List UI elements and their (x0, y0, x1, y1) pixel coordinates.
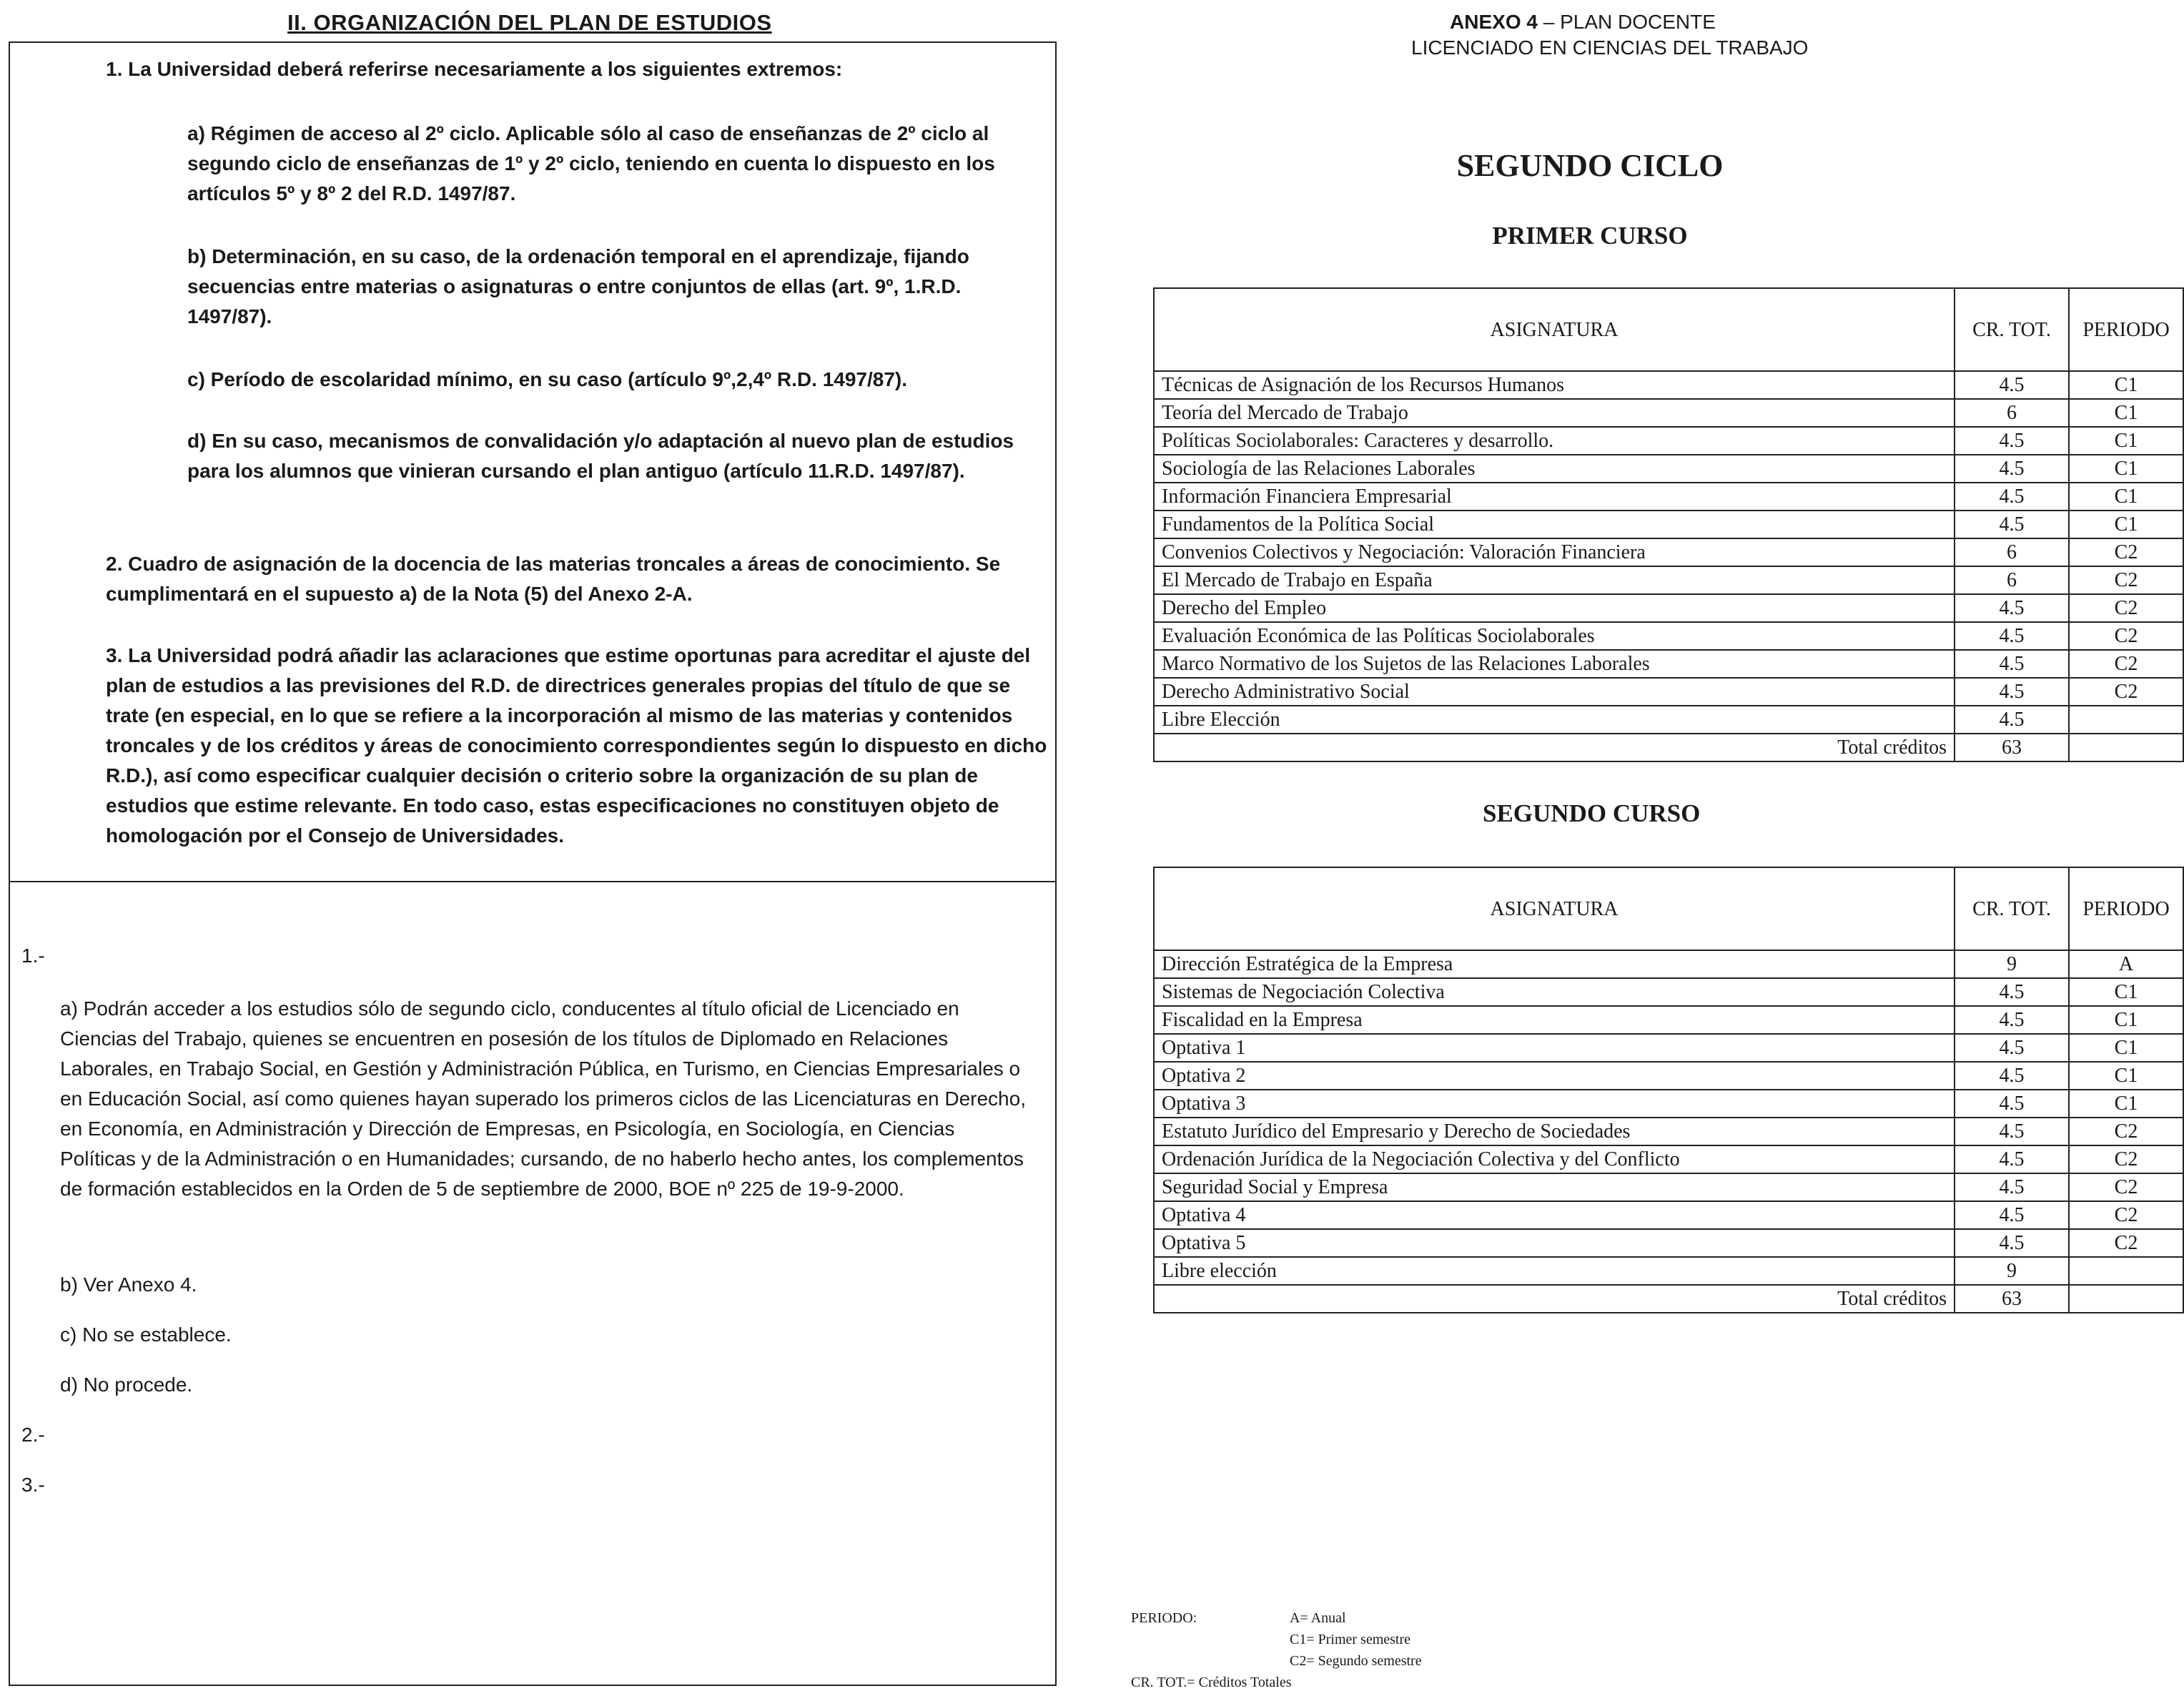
subject-cell: Dirección Estratégica de la Empresa (1154, 950, 1955, 978)
credits-cell: 4.5 (1955, 371, 2069, 399)
credits-cell: 4.5 (1955, 1118, 2069, 1145)
table-row (1154, 511, 2183, 538)
total-credits: 63 (1955, 1285, 2069, 1313)
legend-annual: A= Anual (1290, 1610, 1346, 1626)
credits-cell: 4.5 (1955, 1173, 2069, 1201)
subject-cell: Fiscalidad en la Empresa (1154, 1006, 1955, 1034)
response-number-2: 2.- (21, 1424, 45, 1446)
total-period-empty (2069, 1285, 2183, 1313)
period-cell: C1 (2069, 1062, 2183, 1090)
table-row (1154, 1118, 2183, 1145)
subject-cell: Estatuto Jurídico del Empresario y Derecho de Sociedades (1154, 1118, 1955, 1145)
response-number-1: 1.- (21, 945, 45, 967)
instruction-item-1: 1. La Universidad deberá referirse necesariamente a los siguientes extremos: (106, 58, 843, 80)
subject-cell: Optativa 4 (1154, 1201, 1955, 1229)
credits-cell: 4.5 (1955, 455, 2069, 483)
subject-cell: Información Financiera Empresarial (1154, 483, 1955, 511)
period-cell: C2 (2069, 594, 2183, 622)
legend-first-semester: C1= Primer semestre (1290, 1632, 1411, 1647)
credits-cell: 4.5 (1955, 706, 2069, 734)
header-period: PERIODO (2069, 288, 2183, 371)
period-cell: C1 (2069, 483, 2183, 511)
credits-cell: 4.5 (1955, 650, 2069, 678)
instruction-sub-c: c) Período de escolaridad mínimo, en su caso (artículo 9º,2,4º R.D. 1497/87). (187, 368, 908, 390)
legend-second-semester: C2= Segundo semestre (1290, 1653, 1422, 1669)
total-credits: 63 (1955, 734, 2069, 761)
instruction-item-2: 2. Cuadro de asignación de la docencia de las materias troncales a áreas de conocimiento. Se cumplimentará en el supuesto a) de la Nota (5) del Anexo 2-A. (106, 553, 1001, 605)
section-heading: II. ORGANIZACIÓN DEL PLAN DE ESTUDIOS (287, 10, 772, 35)
instruction-sub-b: b) Determinación, en su caso, de la ordenación temporal en el aprendizaje, fijando secuencias entre materias o asignaturas o entre conjuntos de ellas (art. 9º, 1.R.D. 1497/87). (187, 245, 969, 327)
period-cell: C2 (2069, 1173, 2183, 1201)
table-header-row (1154, 867, 2183, 950)
period-cell: C1 (2069, 978, 2183, 1006)
response-d: d) No procede. (60, 1374, 193, 1396)
period-cell: C1 (2069, 455, 2183, 483)
subject-cell: Políticas Sociolaborales: Caracteres y desarrollo. (1154, 427, 1955, 455)
subject-cell: Derecho Administrativo Social (1154, 678, 1955, 706)
subject-cell: Optativa 1 (1154, 1034, 1955, 1062)
period-cell: C2 (2069, 678, 2183, 706)
table-row (1154, 427, 2183, 455)
subject-cell: Seguridad Social y Empresa (1154, 1173, 1955, 1201)
credits-cell: 4.5 (1955, 678, 2069, 706)
credits-cell: 4.5 (1955, 1145, 2069, 1173)
subject-cell: Marco Normativo de los Sujetos de las Relaciones Laborales (1154, 650, 1955, 678)
table-row (1154, 399, 2183, 427)
table-row (1154, 1145, 2183, 1173)
period-cell: C1 (2069, 371, 2183, 399)
response-c: c) No se establece. (60, 1323, 232, 1346)
period-cell: C2 (2069, 1229, 2183, 1257)
response-a: a) Podrán acceder a los estudios sólo de segundo ciclo, conducentes al título oficial de Licenciado en Ciencias del Trabajo, quienes se encuentren en posesión de los títulos de Diplomado en Relaciones Laborales, en Trabajo Social, en Gestión y Administración Pública, en Turismo, en Ciencias Empresariales o en Educación Social, así como quienes hayan superado los primeros ciclos de las Licenciaturas en Derecho, en Economía, en Administración y Dirección de Empresas, en Psicología, en Sociología, en Ciencias Políticas y de la Administración o en Humanidades; cursando, de no haberlo hecho antes, los complementos de formación establecidos en la Orden de 5 de septiembre de 2000, BOE nº 225 de 19-9-2000. (60, 997, 1026, 1200)
period-cell: C2 (2069, 1201, 2183, 1229)
instruction-sub-d: d) En su caso, mecanismos de convalidación y/o adaptación al nuevo plan de estudios para los alumnos que vinieran cursando el plan antiguo (artículo 11.R.D. 1497/87). (187, 430, 1014, 482)
period-cell: C1 (2069, 511, 2183, 538)
degree-title: LICENCIADO EN CIENCIAS DEL TRABAJO (1411, 36, 1809, 59)
table-row (1154, 650, 2183, 678)
legend-credits: CR. TOT.= Créditos Totales (1131, 1675, 1292, 1690)
credits-cell: 9 (1955, 1257, 2069, 1285)
response-number-3: 3.- (21, 1474, 45, 1496)
subject-cell: Teoría del Mercado de Trabajo (1154, 399, 1955, 427)
period-cell: C2 (2069, 1118, 2183, 1145)
subject-cell: Libre elección (1154, 1257, 1955, 1285)
period-cell (2069, 1257, 2183, 1285)
instruction-item-3: 3. La Universidad podrá añadir las aclaraciones que estime oportunas para acreditar el ajuste del plan de estudios a las previsiones del R.D. de directrices generales propias del título de que se trate (en especial, en lo que se refiere a la incorporación al mismo de las materias y contenidos troncales y de los créditos y áreas de conocimiento correspondientes según lo dispuesto en dicho R.D.), así como especificar cualquier decisión o criterio sobre la organización de su plan de estudios que estime relevante. En todo caso, estas especificaciones no constituyen objeto de homologación por el Consejo de Universidades. (106, 644, 1047, 847)
response-b: b) Ver Anexo 4. (60, 1273, 197, 1296)
annex-subtitle: – PLAN DOCENTE (1537, 11, 1716, 33)
header-subject: ASIGNATURA (1154, 867, 1955, 950)
subject-cell: Técnicas de Asignación de los Recursos Humanos (1154, 371, 1955, 399)
period-cell: C2 (2069, 566, 2183, 594)
period-cell: C2 (2069, 622, 2183, 650)
credits-cell: 4.5 (1955, 594, 2069, 622)
period-cell: C1 (2069, 427, 2183, 455)
period-cell: C1 (2069, 1006, 2183, 1034)
credits-cell: 9 (1955, 950, 2069, 978)
course-2-table (1153, 867, 2184, 1313)
table-row (1154, 538, 2183, 566)
header-credits: CR. TOT. (1955, 288, 2069, 371)
table-total-row (1154, 734, 2183, 761)
period-cell: C2 (2069, 538, 2183, 566)
credits-cell: 4.5 (1955, 1201, 2069, 1229)
cycle-title: SEGUNDO CICLO (1456, 148, 1724, 183)
total-label: Total créditos (1154, 734, 1955, 761)
table-row (1154, 566, 2183, 594)
table-row (1154, 978, 2183, 1006)
subject-cell: El Mercado de Trabajo en España (1154, 566, 1955, 594)
subject-cell: Libre Elección (1154, 706, 1955, 734)
table-row (1154, 1090, 2183, 1118)
table-row (1154, 1173, 2183, 1201)
table-row (1154, 371, 2183, 399)
table-header-row (1154, 288, 2183, 371)
subject-cell: Fundamentos de la Política Social (1154, 511, 1955, 538)
table-row (1154, 1257, 2183, 1285)
subject-cell: Optativa 5 (1154, 1229, 1955, 1257)
table-row (1154, 706, 2183, 734)
period-cell: A (2069, 950, 2183, 978)
header-credits: CR. TOT. (1955, 867, 2069, 950)
credits-cell: 4.5 (1955, 1229, 2069, 1257)
period-cell: C1 (2069, 1090, 2183, 1118)
credits-cell: 4.5 (1955, 483, 2069, 511)
course-2-title: SEGUNDO CURSO (1483, 799, 1701, 827)
table-row (1154, 950, 2183, 978)
credits-cell: 4.5 (1955, 511, 2069, 538)
credits-cell: 4.5 (1955, 1006, 2069, 1034)
credits-cell: 4.5 (1955, 978, 2069, 1006)
credits-cell: 4.5 (1955, 1034, 2069, 1062)
total-period-empty (2069, 734, 2183, 761)
credits-cell: 4.5 (1955, 427, 2069, 455)
annex-title (1440, 10, 1726, 34)
instructions-frame (9, 41, 1057, 1686)
period-cell: C2 (2069, 1145, 2183, 1173)
course-1-table (1153, 287, 2184, 762)
course-1-title: PRIMER CURSO (1492, 222, 1688, 250)
credits-cell: 4.5 (1955, 1062, 2069, 1090)
header-period: PERIODO (2069, 867, 2183, 950)
subject-cell: Convenios Colectivos y Negociación: Valoración Financiera (1154, 538, 1955, 566)
table-row (1154, 1062, 2183, 1090)
subject-cell: Optativa 3 (1154, 1090, 1955, 1118)
total-label: Total créditos (1154, 1285, 1955, 1313)
table-row (1154, 455, 2183, 483)
period-cell: C1 (2069, 1034, 2183, 1062)
instruction-sub-a: a) Régimen de acceso al 2º ciclo. Aplicable sólo al caso de enseñanzas de 2º ciclo al segundo ciclo de enseñanzas de 1º y 2º ciclo, teniendo en cuenta lo dispuesto en los artículos 5º y 8º 2 del R.D. 1497/87. (187, 122, 995, 204)
legend-period-label: PERIODO: (1131, 1610, 1197, 1626)
table-row (1154, 1034, 2183, 1062)
table-row (1154, 1006, 2183, 1034)
header-subject: ASIGNATURA (1154, 288, 1955, 371)
credits-cell: 4.5 (1955, 1090, 2069, 1118)
subject-cell: Sociología de las Relaciones Laborales (1154, 455, 1955, 483)
credits-cell: 4.5 (1955, 622, 2069, 650)
table-row (1154, 594, 2183, 622)
credits-cell: 6 (1955, 399, 2069, 427)
table-row (1154, 1201, 2183, 1229)
subject-cell: Ordenación Jurídica de la Negociación Colectiva y del Conflicto (1154, 1145, 1955, 1173)
subject-cell: Derecho del Empleo (1154, 594, 1955, 622)
period-cell (2069, 706, 2183, 734)
subject-cell: Evaluación Económica de las Políticas Sociolaborales (1154, 622, 1955, 650)
period-cell: C2 (2069, 650, 2183, 678)
table-row (1154, 1229, 2183, 1257)
subject-cell: Sistemas de Negociación Colectiva (1154, 978, 1955, 1006)
section-divider (10, 881, 1055, 882)
table-row (1154, 622, 2183, 650)
subject-cell: Optativa 2 (1154, 1062, 1955, 1090)
credits-cell: 6 (1955, 566, 2069, 594)
table-row (1154, 483, 2183, 511)
annex-label: ANEXO 4 (1450, 11, 1538, 33)
table-total-row (1154, 1285, 2183, 1313)
table-row (1154, 678, 2183, 706)
period-cell: C1 (2069, 399, 2183, 427)
credits-cell: 6 (1955, 538, 2069, 566)
